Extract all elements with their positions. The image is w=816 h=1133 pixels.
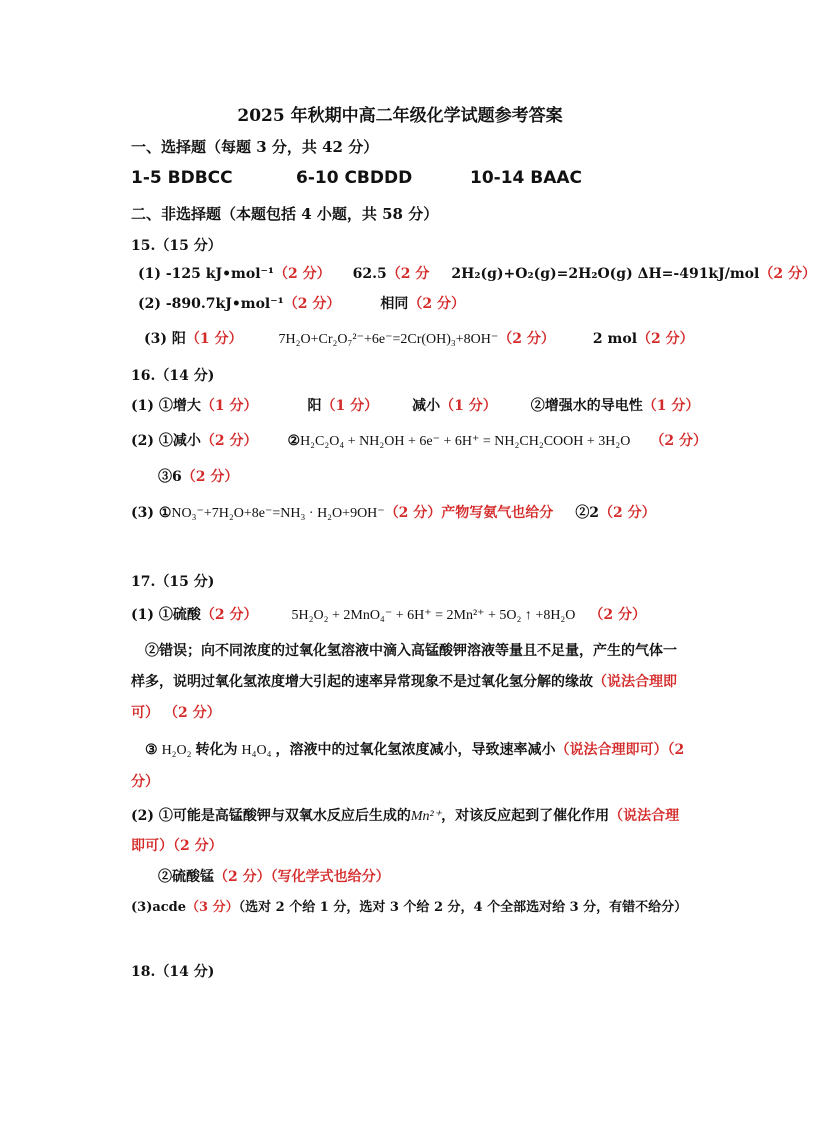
q18-heading: 18.（14 分) [131,964,215,980]
q15-3-answer: (3) 阳 [144,331,186,347]
q17-5-text-b: ，溶液中的过氧化氢浓度减小，导致速率减小 [275,742,556,758]
section2-heading: 二、非选择题（本题包括 4 小题，共 58 分） [131,205,439,223]
q16-4-equation: NO₃⁻+7H₂O+8e⁻=NH₃ · H₂O+9OH⁻ [171,506,385,521]
q16-2-marker: ② [287,433,301,449]
q16-4-score: （2 分）产物写氨气也给分 [384,505,554,521]
q16-heading: 16.（14 分) [131,368,215,384]
q15-line3 [144,329,694,350]
q16-4-answer-b: ②2 [575,505,600,521]
q17-10-answer: (3)acde [131,900,187,915]
q17-5-formula-a: H₂O₂ [161,743,192,758]
q17-line7 [131,806,679,827]
q17-7-text: (2) ①可能是高锰酸钾与双氧水反应后生成的 [131,808,411,824]
answers-1-5: 1-5 BDBCC [131,168,233,188]
q17-line9 [158,867,390,887]
q16-line3 [158,467,238,487]
q17-7-text-b: ，对该反应起到了催化作用 [441,808,610,824]
q17-line1 [131,605,646,626]
q17-5-marker: ③ [145,742,158,758]
q17-9-answer: ②硫酸锰 [158,869,214,885]
q16-3-score: （2 分） [181,469,239,485]
q15-line2 [138,294,465,314]
q17-1-answer: (1) ①硫酸 [131,607,201,623]
answers-6-10: 6-10 CBDDD [296,168,413,188]
q17-line2: ②错误；向不同浓度的过氧化氢溶液中滴入高锰酸钾溶液等量且不足量，产生的气体一 [145,643,677,659]
q16-2-score: （2 分） [200,433,258,449]
q16-line1 [131,396,699,416]
q15-line1 [138,264,816,284]
section1-heading: 一、选择题（每题 3 分，共 42 分） [131,138,379,156]
q16-1-score: （1 分） [200,398,258,414]
q17-line6: 分） [131,774,159,790]
q15-heading: 15.（15 分） [131,238,222,254]
q15-2-score-b: （2 分） [408,296,466,312]
q17-7-note: （说法合理 [609,808,680,824]
q15-1-answer: (1) -125 kJ•mol⁻¹ [138,266,275,282]
q17-1-equation: 5H₂O₂ + 2MnO₄⁻ + 6H⁺ = 2Mn²⁺ + 5O₂ ↑ +8H₂O [291,608,576,623]
q15-3-equation: 7H₂O+Cr₂O₇²⁻+6e⁻=2Cr(OH)₃+8OH⁻ [278,332,499,347]
q17-5-text: 转化为 [195,742,238,758]
q17-heading: 17.（15 分) [131,574,215,590]
answers-10-14: 10-14 BAAC [470,168,583,188]
q15-2-score: （2 分） [283,296,341,312]
q16-1-score-c: （1 分） [440,398,497,414]
q16-1-answer-d: ②增强水的导电性 [530,398,643,414]
q16-4-answer: (3) ① [131,505,172,521]
page-title: 2025 年秋期中高二年级化学试题参考答案 [237,106,563,126]
q16-1-answer-c: 减小 [412,398,441,414]
q17-4-note: 可） [131,705,159,721]
q16-2-answer: (2) ①减小 [131,433,201,449]
q16-line4 [131,503,656,524]
q17-3-text: 样多，说明过氧化氢浓度增大引起的速率异常现象不是过氧化氢分解的缘故 [131,674,593,690]
q16-1-score-d: （1 分） [642,398,700,414]
q15-3-score-b: （2 分） [498,331,555,347]
q16-1-answer-b: 阳 [307,398,322,414]
q15-3-answer-b: 2 mol [592,331,638,347]
q16-1-score-b: （1 分） [321,398,379,414]
q15-1-score-b: （2 分 [386,266,430,282]
q17-5-note: （说法合理即可）（2 [555,742,685,758]
q17-line4 [131,703,221,723]
q17-line10 [131,898,687,918]
q17-line3 [131,672,677,692]
q16-4-score-b: （2 分） [599,505,656,521]
q17-10-score: （3 分） [186,900,239,915]
q17-line8: 即可）（2 分） [131,838,223,854]
q15-2-answer: (2) -890.7kJ•mol⁻¹ [138,296,284,312]
q15-2-answer-b: 相同 [380,296,409,312]
q15-1-score: （2 分） [274,266,331,282]
q17-9-score: （2 分）（写化学式也给分） [214,869,390,885]
q17-4-score: （2 分） [171,705,221,721]
q17-5-formula-b: H₄O₄ [241,743,272,758]
q17-1-score: （2 分） [200,607,258,623]
q17-1-score-b: （2 分） [589,607,647,623]
q17-3-note: （说法合理即 [593,674,677,690]
q15-3-score-c: （2 分） [637,331,694,347]
q17-10-rule: （选对 2 个给 1 分，选对 3 个给 2 分，4 个全部选对给 3 分，有错不给分） [238,900,688,915]
q16-1-answer: (1) ①增大 [131,398,201,414]
q15-1-equation: 2H₂(g)+O₂(g)=2H₂O(g) ΔH=-491kJ/mol [451,266,760,282]
q15-1-answer-b: 62.5 [352,266,387,282]
q17-7-ion: Mn²⁺ [410,809,442,824]
q15-1-score-c: （2 分） [759,266,816,282]
q16-3-answer: ③6 [158,469,182,485]
q15-3-score: （1 分） [185,331,243,347]
q16-2-equation: H₂C₂O₄ + NH₂OH + 6e⁻ + 6H⁺ = NH₂CH₂COOH + 3H₂O [300,434,631,449]
q17-line5 [145,740,684,761]
q16-line2 [131,431,707,452]
q16-2-score-b: （2 分） [650,433,707,449]
